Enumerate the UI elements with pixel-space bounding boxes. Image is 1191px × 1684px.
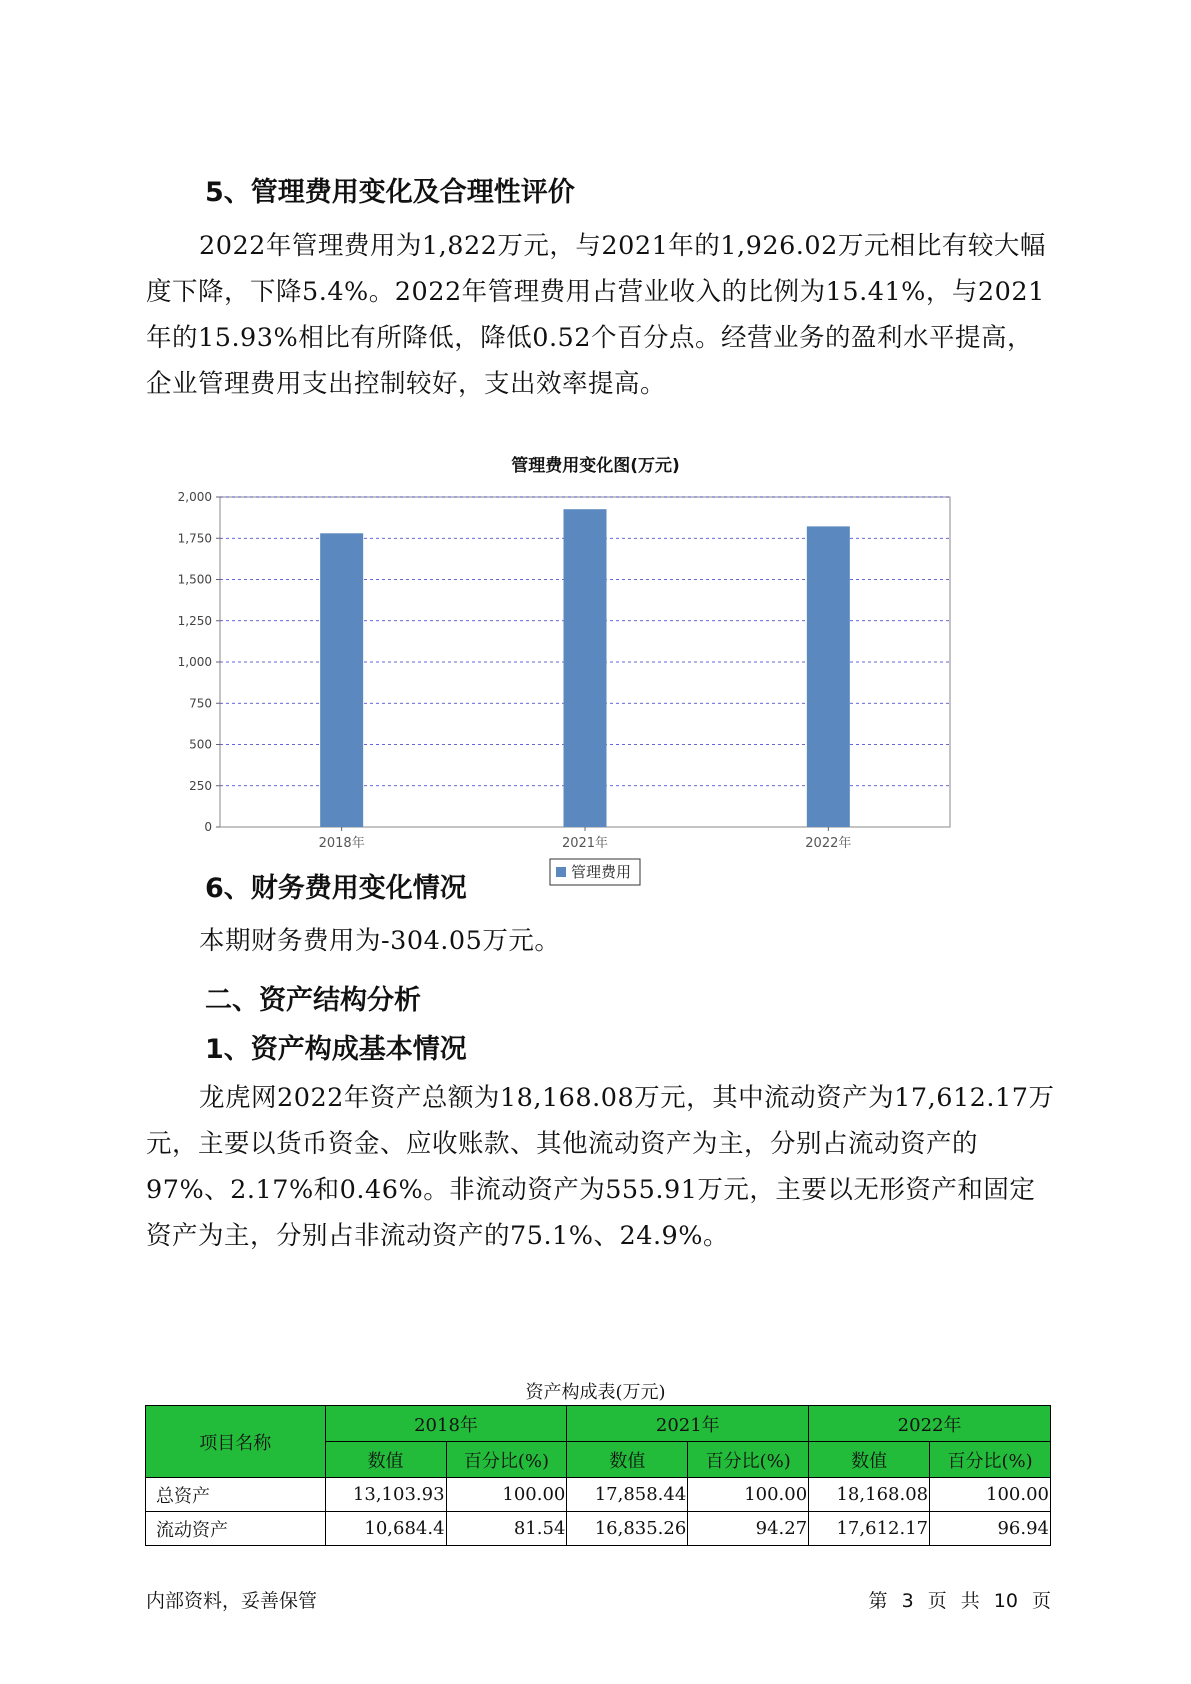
footer-note: 内部资料，妥善保管 [146, 1590, 318, 1612]
x-tick-label: 2018年 [318, 836, 365, 851]
cell-value: 17,612.17 [809, 1512, 930, 1546]
page-number: 第 3 页 共 10 页 [868, 1590, 1051, 1612]
bar [320, 533, 363, 827]
header-percent: 百分比(%) [688, 1442, 809, 1478]
y-tick-label: 250 [189, 778, 212, 793]
cell-percent: 96.94 [930, 1512, 1051, 1546]
header-percent: 百分比(%) [446, 1442, 567, 1478]
header-value: 数值 [567, 1442, 688, 1478]
header-value: 数值 [325, 1442, 446, 1478]
legend-label: 管理费用 [571, 863, 632, 881]
asset-table [145, 1405, 1051, 1546]
cell-value: 10,684.4 [325, 1512, 446, 1546]
cell-percent: 100.00 [930, 1478, 1051, 1512]
row-name: 总资产 [146, 1478, 326, 1512]
header-percent: 百分比(%) [930, 1442, 1051, 1478]
header-year: 2021年 [567, 1406, 809, 1442]
y-tick-label: 1,750 [177, 531, 212, 546]
cell-percent: 100.00 [446, 1478, 567, 1512]
x-tick-label: 2022年 [805, 836, 852, 851]
header-year: 2018年 [325, 1406, 567, 1442]
y-tick-label: 1,000 [177, 655, 212, 669]
cell-value: 18,168.08 [809, 1478, 930, 1512]
header-year: 2022年 [809, 1406, 1051, 1442]
table-caption: 资产构成表(万元) [525, 1382, 666, 1403]
y-tick-label: 2,000 [177, 490, 212, 504]
y-tick-label: 0 [204, 820, 212, 834]
header-value: 数值 [809, 1442, 930, 1478]
body-paragraph: 2022年管理费用为1,822万元，与2021年的1,926.02万元相比有较大幅度下降，下降5.4%。2022年管理费用占营业收入的比例为15.41%，与2021年的15.93%相比有所降低，降低0.52个百分点。经营业务的盈利水平提高，企业管理费用支出控制较好，支出效率提高。 [146, 231, 1046, 399]
cell-percent: 100.00 [688, 1478, 809, 1512]
bar [564, 509, 607, 827]
bar [807, 526, 850, 827]
cell-value: 16,835.26 [567, 1512, 688, 1546]
y-tick-label: 1,250 [177, 613, 212, 628]
header-item-name: 项目名称 [146, 1406, 326, 1478]
x-tick-label: 2021年 [561, 836, 609, 851]
table-row [146, 1512, 1051, 1546]
cell-value: 17,858.44 [567, 1478, 688, 1512]
body-paragraph: 本期财务费用为-304.05万元。 [199, 926, 561, 956]
section-heading: 6、财务费用变化情况 [205, 873, 467, 904]
section-heading: 5、管理费用变化及合理性评价 [205, 177, 575, 208]
body-paragraph: 龙虎网2022年资产总额为18,168.08万元，其中流动资产为17,612.17万元，主要以货币资金、应收账款、其他流动资产为主，分别占流动资产的97%、2.17%和0.46%。非流动资产为555.91万元，主要以无形资产和固定资产为主，分别占非流动资产的75.1%、24.9%。 [146, 1083, 1055, 1251]
part-heading: 二、资产结构分析 [205, 985, 421, 1016]
cell-percent: 94.27 [688, 1512, 809, 1546]
chart-title: 管理费用变化图(万元) [511, 456, 680, 476]
bar-chart [160, 485, 980, 881]
section-heading: 1、资产构成基本情况 [205, 1034, 467, 1065]
y-tick-label: 750 [189, 696, 212, 711]
y-tick-label: 1,500 [177, 572, 212, 587]
table-row [146, 1478, 1051, 1512]
cell-value: 13,103.93 [325, 1478, 446, 1512]
cell-percent: 81.54 [446, 1512, 567, 1546]
y-tick-label: 500 [189, 737, 212, 752]
legend-swatch [556, 867, 566, 877]
row-name: 流动资产 [146, 1512, 326, 1546]
